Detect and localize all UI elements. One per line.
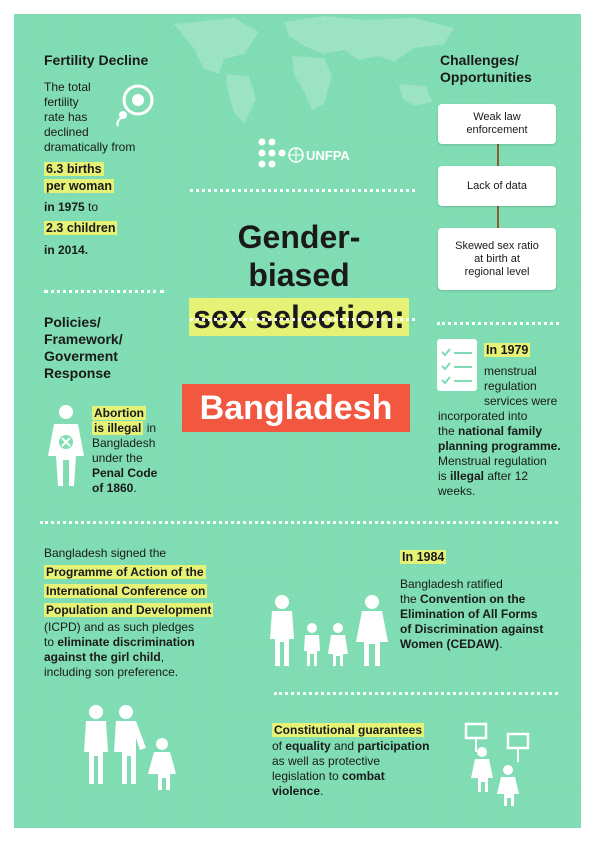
mr-bold: illegal bbox=[450, 469, 485, 483]
abortion-highlight: Abortion bbox=[94, 406, 144, 420]
abortion-text-part: in bbox=[143, 421, 157, 435]
woman-icon bbox=[46, 404, 86, 486]
challenge-text: Skewed sex ratio bbox=[455, 239, 539, 252]
challenge-weak-law bbox=[438, 104, 556, 144]
world-map-graphic bbox=[164, 14, 464, 129]
dotted-divider bbox=[44, 290, 164, 293]
mr-bold: planning programme. bbox=[438, 439, 561, 453]
title-line-1: Gender-biased bbox=[237, 219, 361, 293]
policies-heading-line: Goverment bbox=[44, 348, 118, 364]
dots-logo-icon bbox=[258, 138, 290, 172]
icpd-text-part: to bbox=[44, 635, 58, 649]
mr-line: incorporated into bbox=[438, 409, 528, 423]
cedaw-text-part: the bbox=[400, 592, 421, 606]
mr-bold: national family bbox=[458, 424, 543, 438]
mr-line: Menstrual regulation bbox=[438, 454, 547, 468]
constitution-bold: combat bbox=[342, 769, 385, 783]
challenge-lack-of-data bbox=[438, 166, 556, 206]
globe-logo-icon bbox=[288, 147, 304, 163]
icpd-line: including son preference. bbox=[44, 665, 179, 679]
mr-year-highlight: In 1979 bbox=[486, 343, 529, 357]
cedaw-bold: Convention on the bbox=[420, 592, 526, 606]
to-word: to bbox=[84, 200, 99, 214]
mr-text-top bbox=[484, 364, 557, 409]
icpd-line: (ICPD) and as such pledges bbox=[44, 620, 195, 634]
icpd-highlight: International Conference on bbox=[46, 584, 206, 598]
constitution-bold: equality bbox=[285, 739, 331, 753]
fertility-line: dramatically from bbox=[44, 140, 136, 154]
family-icon bbox=[268, 594, 388, 666]
challenge-skewed-sex-ratio bbox=[438, 228, 556, 290]
constitution-bold: violence bbox=[272, 784, 321, 798]
constitution-bold: participation bbox=[357, 739, 430, 753]
title-line-2: sex selection: bbox=[189, 298, 409, 336]
unfpa-logo-text: UNFPA bbox=[306, 147, 350, 163]
cedaw-text-part: . bbox=[499, 637, 503, 651]
fertility-heading: Fertility Decline bbox=[44, 52, 149, 68]
dotted-divider bbox=[190, 318, 415, 321]
cedaw-year bbox=[400, 549, 446, 566]
constitution-text-part: . bbox=[320, 784, 324, 798]
fertility-line: rate has bbox=[44, 110, 88, 124]
policies-heading-line: Response bbox=[44, 365, 111, 381]
challenge-text: regional level bbox=[464, 265, 530, 278]
challenge-text: enforcement bbox=[466, 124, 528, 136]
fertility-1975-year bbox=[44, 200, 98, 215]
year-1975: in 1975 bbox=[44, 200, 85, 214]
constitution-line: as well as protective bbox=[272, 754, 381, 768]
mr-line: services were bbox=[484, 394, 558, 408]
penal-code: Penal Code bbox=[92, 466, 158, 480]
fertility-line: fertility bbox=[44, 95, 79, 109]
abortion-line: Bangladesh bbox=[92, 436, 156, 450]
icpd-bold: eliminate discrimination bbox=[57, 635, 195, 649]
challenge-text: at birth at bbox=[474, 252, 520, 265]
highlight-children: 2.3 children bbox=[46, 221, 116, 235]
year-2014: in 2014. bbox=[44, 243, 89, 257]
highlight-births: 6.3 births bbox=[46, 162, 102, 176]
penal-code-year: of 1860 bbox=[92, 481, 134, 495]
cedaw-bold: Women (CEDAW) bbox=[400, 637, 500, 651]
constitution-text bbox=[272, 722, 462, 799]
unfpa-logo bbox=[288, 147, 350, 163]
fertility-1975-value bbox=[44, 161, 114, 195]
cedaw-year-highlight: In 1984 bbox=[402, 550, 445, 564]
highlight-per-woman: per woman bbox=[46, 179, 112, 193]
policies-heading-line: Policies/ bbox=[44, 314, 101, 330]
fertility-2014-year bbox=[44, 243, 88, 258]
mr-text-bottom bbox=[438, 409, 568, 499]
challenges-heading bbox=[440, 52, 532, 86]
icpd-text bbox=[44, 546, 264, 680]
cedaw-line: Bangladesh ratified bbox=[400, 577, 503, 591]
mr-text-part: the bbox=[438, 424, 459, 438]
challenge-text: Weak law bbox=[473, 111, 521, 123]
dotted-divider bbox=[437, 322, 559, 325]
challenge-text: Lack of data bbox=[467, 179, 527, 192]
abortion-highlight: is illegal bbox=[94, 421, 142, 435]
mr-line: menstrual bbox=[484, 364, 537, 378]
mr-line: weeks. bbox=[438, 484, 476, 498]
mr-year bbox=[484, 342, 530, 359]
sperm-egg-icon bbox=[110, 82, 156, 128]
policies-heading-line: Framework/ bbox=[44, 331, 123, 347]
cedaw-bold: of Discrimination against bbox=[400, 622, 544, 636]
challenges-heading-line: Opportunities bbox=[440, 69, 532, 85]
infographic-page bbox=[14, 14, 581, 828]
fertility-line: The total bbox=[44, 80, 91, 94]
icpd-text-part: , bbox=[160, 650, 165, 664]
constitution-highlight: Constitutional guarantees bbox=[274, 723, 423, 737]
mr-text-part: after 12 bbox=[484, 469, 529, 483]
icpd-highlight: Programme of Action of the bbox=[46, 565, 204, 579]
abortion-text-part: . bbox=[133, 481, 137, 495]
icpd-line: Bangladesh signed the bbox=[44, 546, 167, 560]
icpd-highlight: Population and Development bbox=[46, 603, 212, 617]
constitution-text-part: and bbox=[330, 739, 358, 753]
mr-line: regulation bbox=[484, 379, 537, 393]
fertility-2014-value bbox=[44, 220, 117, 237]
constitution-text-part: legislation to bbox=[272, 769, 343, 783]
dotted-divider bbox=[274, 692, 558, 695]
constitution-text-part: of bbox=[272, 739, 286, 753]
girls-placards-icon bbox=[462, 722, 546, 806]
mr-text-part: is bbox=[438, 469, 450, 483]
cedaw-bold: Elimination of All Forms bbox=[400, 607, 538, 621]
abortion-line: under the bbox=[92, 451, 143, 465]
dotted-divider bbox=[190, 189, 415, 192]
parents-child-icon bbox=[82, 704, 182, 790]
fertility-line: declined bbox=[44, 125, 89, 139]
cedaw-text bbox=[400, 577, 570, 652]
icpd-bold: against the girl child bbox=[44, 650, 161, 664]
abortion-text bbox=[92, 406, 182, 496]
policies-heading bbox=[44, 314, 123, 382]
checklist-icon bbox=[436, 338, 478, 392]
country-banner: Bangladesh bbox=[182, 384, 410, 432]
dotted-divider bbox=[40, 521, 558, 524]
challenges-heading-line: Challenges/ bbox=[440, 52, 519, 68]
